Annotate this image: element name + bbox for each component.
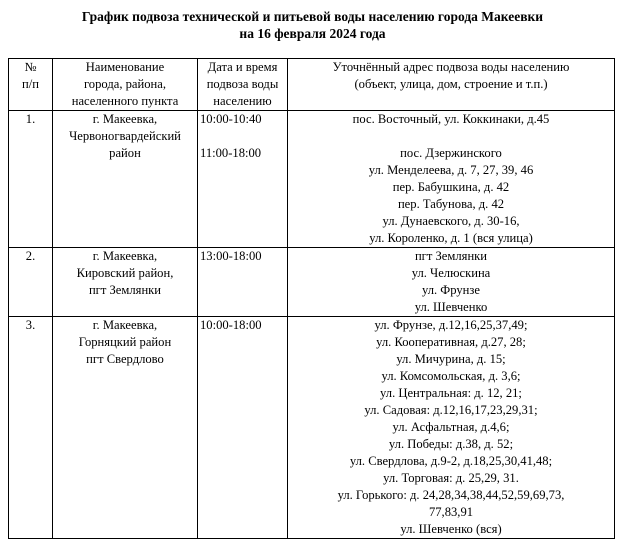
locality-line: район (109, 146, 141, 160)
address-line: 77,83,91 (428, 505, 474, 519)
water-schedule-table (8, 58, 615, 539)
table-row (9, 248, 615, 317)
address-line: пер. Табунова, д. 42 (397, 197, 505, 211)
row-locality (53, 111, 198, 248)
row-time (198, 317, 288, 539)
address-line: ул. Свердлова, д.9-2, д.18,25,30,41,48; (349, 454, 553, 468)
locality-line: Кировский район, (76, 266, 174, 280)
locality-line: пгт Землянки (88, 283, 162, 297)
locality-line: пгт Свердлово (86, 352, 164, 366)
header-text: Дата и время (207, 60, 278, 74)
locality-line: г. Макеевка, (92, 249, 158, 263)
address-line: ул. Мичурина, д. 15; (396, 352, 506, 366)
time-slot: 11:00-18:00 (200, 146, 262, 160)
address-line: ул. Шевченко (вся) (400, 522, 502, 536)
header-text: города, района, (83, 77, 167, 91)
address-line: ул. Кооперативная, д.27, 28; (376, 335, 526, 349)
header-text: населению (213, 94, 272, 108)
locality-line: Горняцкий район (78, 335, 172, 349)
document-title (0, 8, 625, 42)
time-slot: 10:00-10:40 (200, 112, 262, 126)
header-text: Наименование (85, 60, 165, 74)
address-line: пгт Землянки (414, 249, 488, 263)
address-line: ул. Фрунзе, д.12,16,25,37,49; (374, 318, 528, 332)
table-row (9, 317, 615, 539)
address-line: пер. Бабушкина, д. 42 (392, 180, 510, 194)
title-line-2: на 16 февраля 2024 года (239, 26, 386, 41)
row-number: 3. (9, 317, 53, 539)
header-name (53, 59, 198, 111)
title-line-1: График подвоза технической и питьевой воды населению города Макеевки (81, 9, 544, 24)
header-text: п/п (22, 77, 39, 91)
row-time (198, 248, 288, 317)
address-line: ул. Комсомольская, д. 3,6; (381, 369, 521, 383)
time-slot: 13:00-18:00 (200, 249, 262, 263)
address-line: пос. Дзержинского (400, 146, 502, 160)
header-text: подвоза воды (206, 77, 279, 91)
header-num (9, 59, 53, 111)
locality-line: г. Макеевка, (92, 112, 158, 126)
header-text: населенного пункта (71, 94, 179, 108)
header-address (288, 59, 615, 111)
address-line: ул. Дунаевского, д. 30-16, (382, 214, 520, 228)
address-line: пос. Восточный, ул. Коккинаки, д.45 (352, 112, 550, 126)
address-line: ул. Челюскина (411, 266, 491, 280)
address-line: ул. Торговая: д. 25,29, 31. (383, 471, 519, 485)
address-line: ул. Горького: д. 24,28,34,38,44,52,59,69,73, (337, 488, 565, 502)
address-line: ул. Садовая: д.12,16,17,23,29,31; (364, 403, 538, 417)
locality-line: г. Макеевка, (92, 318, 158, 332)
row-number: 2. (9, 248, 53, 317)
header-text: № (24, 60, 37, 74)
row-locality (53, 248, 198, 317)
table-header-row (9, 59, 615, 111)
row-address (288, 111, 615, 248)
locality-line: Червоногвардейский (69, 129, 181, 143)
row-number: 1. (9, 111, 53, 248)
address-line: ул. Асфальтная, д.4,6; (392, 420, 510, 434)
time-slot: 10:00-18:00 (200, 318, 262, 332)
address-line: ул. Шевченко (414, 300, 488, 314)
row-address (288, 248, 615, 317)
header-time (198, 59, 288, 111)
table-row (9, 111, 615, 248)
address-line: ул. Менделеева, д. 7, 27, 39, 46 (368, 163, 534, 177)
row-locality (53, 317, 198, 539)
row-address (288, 317, 615, 539)
header-text: (объект, улица, дом, строение и т.п.) (354, 77, 548, 91)
header-text: Уточнённый адрес подвоза воды населению (332, 60, 570, 74)
address-line: ул. Победы: д.38, д. 52; (388, 437, 514, 451)
row-time (198, 111, 288, 248)
address-line: ул. Центральная: д. 12, 21; (380, 386, 522, 400)
address-line: ул. Фрунзе (421, 283, 480, 297)
address-line: ул. Короленко, д. 1 (вся улица) (369, 231, 533, 245)
